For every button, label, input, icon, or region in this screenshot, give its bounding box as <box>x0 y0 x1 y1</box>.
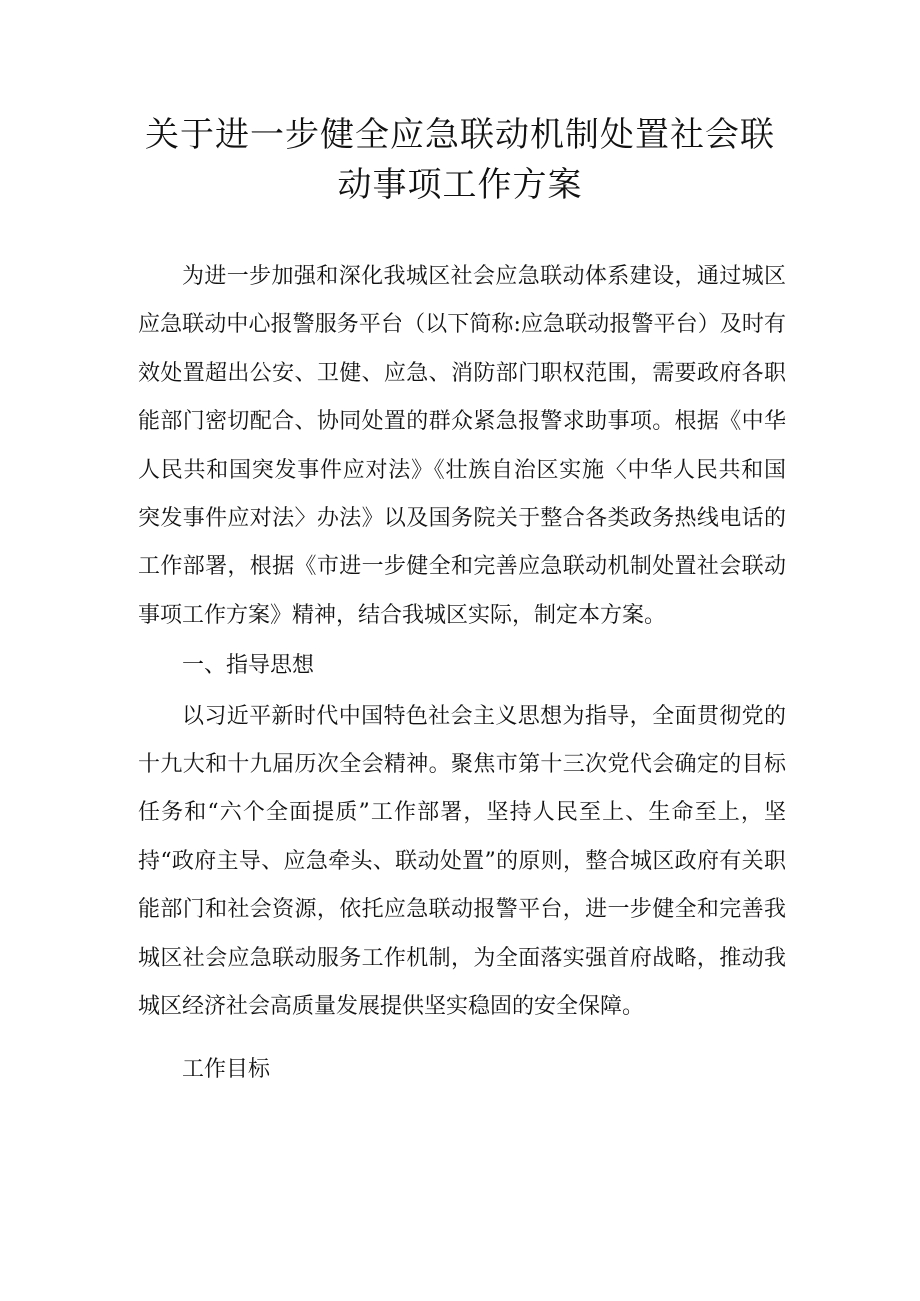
intro-paragraph: 为进一步加强和深化我城区社会应急联动体系建设，通过城区应急联动中心报警服务平台（以下简称:应急联动报警平台）及时有效处置超出公安、卫健、应急、消防部门职权范围，需要政府各职能部门密切配合、协同处置的群众紧急报警求助事项。根据《中华人民共和国突发事件应对法》《壮族自治区实施〈中华人民共和国突发事件应对法〉办法》以及国务院关于整合各类政务热线电话的工作部署，根据《市进一步健全和完善应急联动机制处置社会联动事项工作方案》精神，结合我城区实际，制定本方案。 <box>138 264 786 628</box>
guiding-ideology-paragraph: 以习近平新时代中国特色社会主义思想为指导，全面贯彻党的十九大和十九届历次全会精神。聚焦市第十三次党代会确定的目标任务和“六个全面提质”工作部署，坚持人民至上、生命至上，坚持“政府主导、应急牵头、联动处置”的原则，整合城区政府有关职能部门和社会资源，依托应急联动报警平台，进一步健全和完善我城区社会应急联动服务工作机制，为全面落实强首府战略，推动我城区经济社会高质量发展提供坚实稳固的安全保障。 <box>138 703 786 1020</box>
document-body <box>138 253 786 1094</box>
title-line-2: 动事项工作方案 <box>337 165 583 205</box>
document-title <box>120 110 800 210</box>
title-line-1: 关于进一步健全应急联动机制处置社会联 <box>145 115 775 155</box>
section-heading-work-goals: 工作目标 <box>182 1056 271 1082</box>
section-heading-guiding-ideology: 一、指导思想 <box>182 653 315 679</box>
